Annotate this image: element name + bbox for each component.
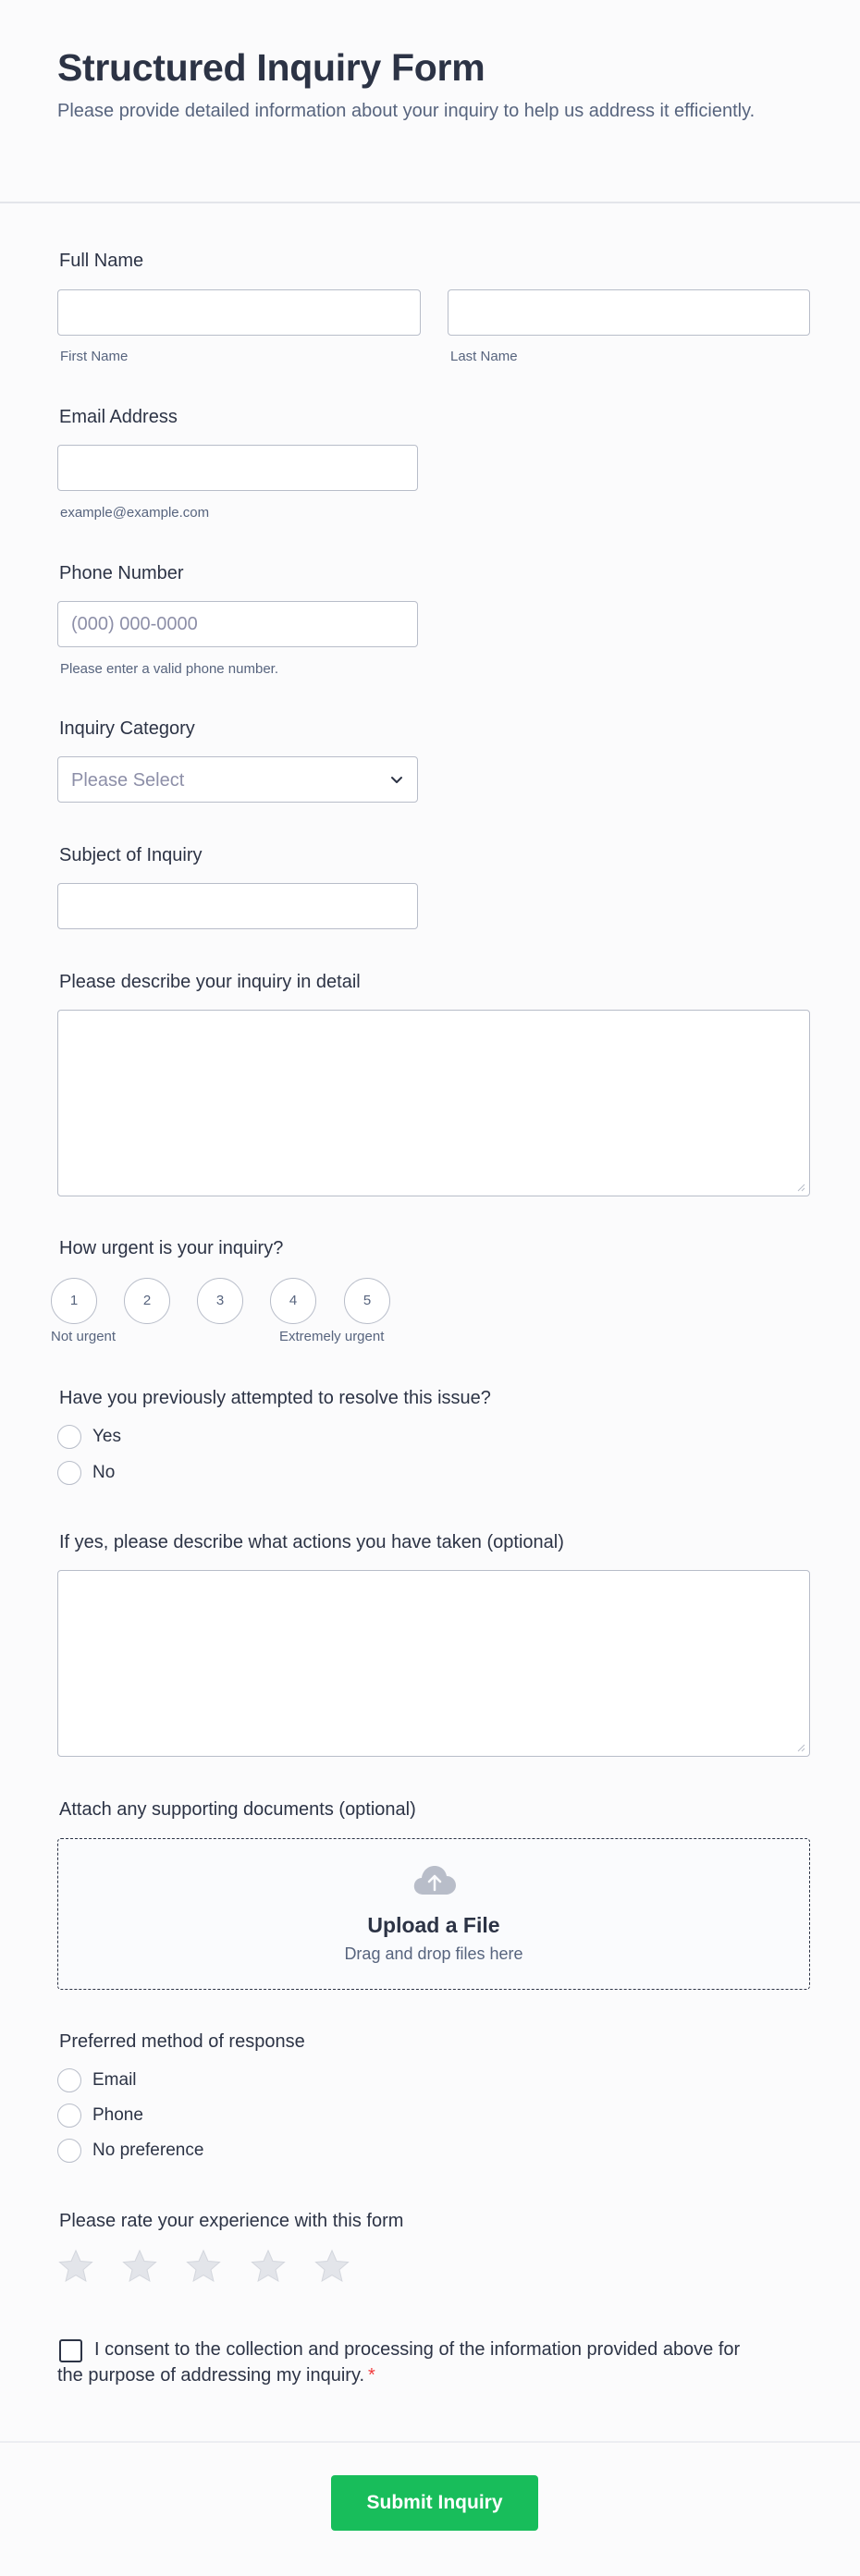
response-option-email[interactable] [57,2067,137,2093]
email-sublabel: example@example.com [60,505,210,521]
star-icon[interactable] [185,2248,222,2285]
radio-label: Email [92,2070,137,2090]
email-input[interactable] [57,445,418,491]
file-upload-dropzone[interactable] [57,1838,810,1990]
submit-button[interactable]: Submit Inquiry [331,2475,538,2531]
radio-label: No [92,1463,116,1482]
urgency-option-3[interactable]: 3 [197,1278,243,1324]
form-subtitle: Please provide detailed information about your inquiry to help us address it efficiently. [57,101,756,121]
consent-checkbox[interactable] [59,2339,82,2362]
subject-input[interactable] [57,883,418,929]
phone-input[interactable] [57,601,418,647]
category-selected-value: Please Select [71,770,185,791]
full-name-label: Full Name [59,251,144,271]
email-label: Email Address [59,407,178,427]
star-icon[interactable] [57,2248,94,2285]
urgency-option-4[interactable]: 4 [270,1278,316,1324]
attempted-option-yes[interactable] [57,1424,121,1450]
upload-title: Upload a File [367,1913,500,1937]
last-name-sublabel: Last Name [450,349,518,364]
phone-label: Phone Number [59,563,184,583]
radio-button[interactable] [57,1425,81,1449]
radio-label: No preference [92,2141,204,2160]
consent-text [57,2337,760,2388]
resize-grip-icon[interactable] [796,1183,805,1192]
radio-label: Yes [92,1427,121,1446]
rating-label: Please rate your experience with this form [59,2211,404,2231]
urgency-max-caption: Extremely urgent [279,1329,385,1344]
actions-label: If yes, please describe what actions you have taken (optional) [59,1532,564,1552]
radio-button[interactable] [57,2139,81,2163]
response-option-phone[interactable] [57,2103,143,2128]
urgency-option-5[interactable]: 5 [344,1278,390,1324]
urgency-option-2[interactable]: 2 [124,1278,170,1324]
required-marker: * [368,2365,375,2386]
response-option-no-preference[interactable] [57,2138,203,2164]
attempted-label: Have you previously attempted to resolve this issue? [59,1388,491,1408]
radio-button[interactable] [57,1461,81,1485]
attempted-option-no[interactable] [57,1460,115,1486]
first-name-input[interactable] [57,289,421,336]
urgency-option-1[interactable]: 1 [51,1278,97,1324]
response-method-label: Preferred method of response [59,2031,305,2052]
last-name-input[interactable] [448,289,810,336]
urgency-min-caption: Not urgent [51,1329,117,1344]
subject-label: Subject of Inquiry [59,845,203,865]
description-textarea[interactable] [57,1010,810,1196]
category-label: Inquiry Category [59,718,195,739]
form-header [0,0,860,203]
radio-button[interactable] [57,2068,81,2092]
footer-divider [0,2441,860,2443]
radio-button[interactable] [57,2104,81,2128]
resize-grip-icon[interactable] [796,1743,805,1752]
actions-textarea[interactable] [57,1570,810,1757]
cloud-upload-icon [412,1863,458,1896]
category-select[interactable] [57,756,418,803]
star-icon[interactable] [121,2248,158,2285]
upload-hint: Drag and drop files here [344,1944,523,1963]
star-icon[interactable] [313,2248,350,2285]
urgency-label: How urgent is your inquiry? [59,1238,284,1258]
first-name-sublabel: First Name [60,349,129,364]
description-label: Please describe your inquiry in detail [59,972,361,992]
phone-sublabel: Please enter a valid phone number. [60,661,278,677]
chevron-down-icon [387,770,406,789]
form-title: Structured Inquiry Form [57,46,485,89]
consent-label: I consent to the collection and processing of the information provided above for the purpose of addressing my inquiry. [57,2339,741,2386]
attachments-label: Attach any supporting documents (optional) [59,1799,416,1820]
star-icon[interactable] [250,2248,287,2285]
radio-label: Phone [92,2105,143,2125]
